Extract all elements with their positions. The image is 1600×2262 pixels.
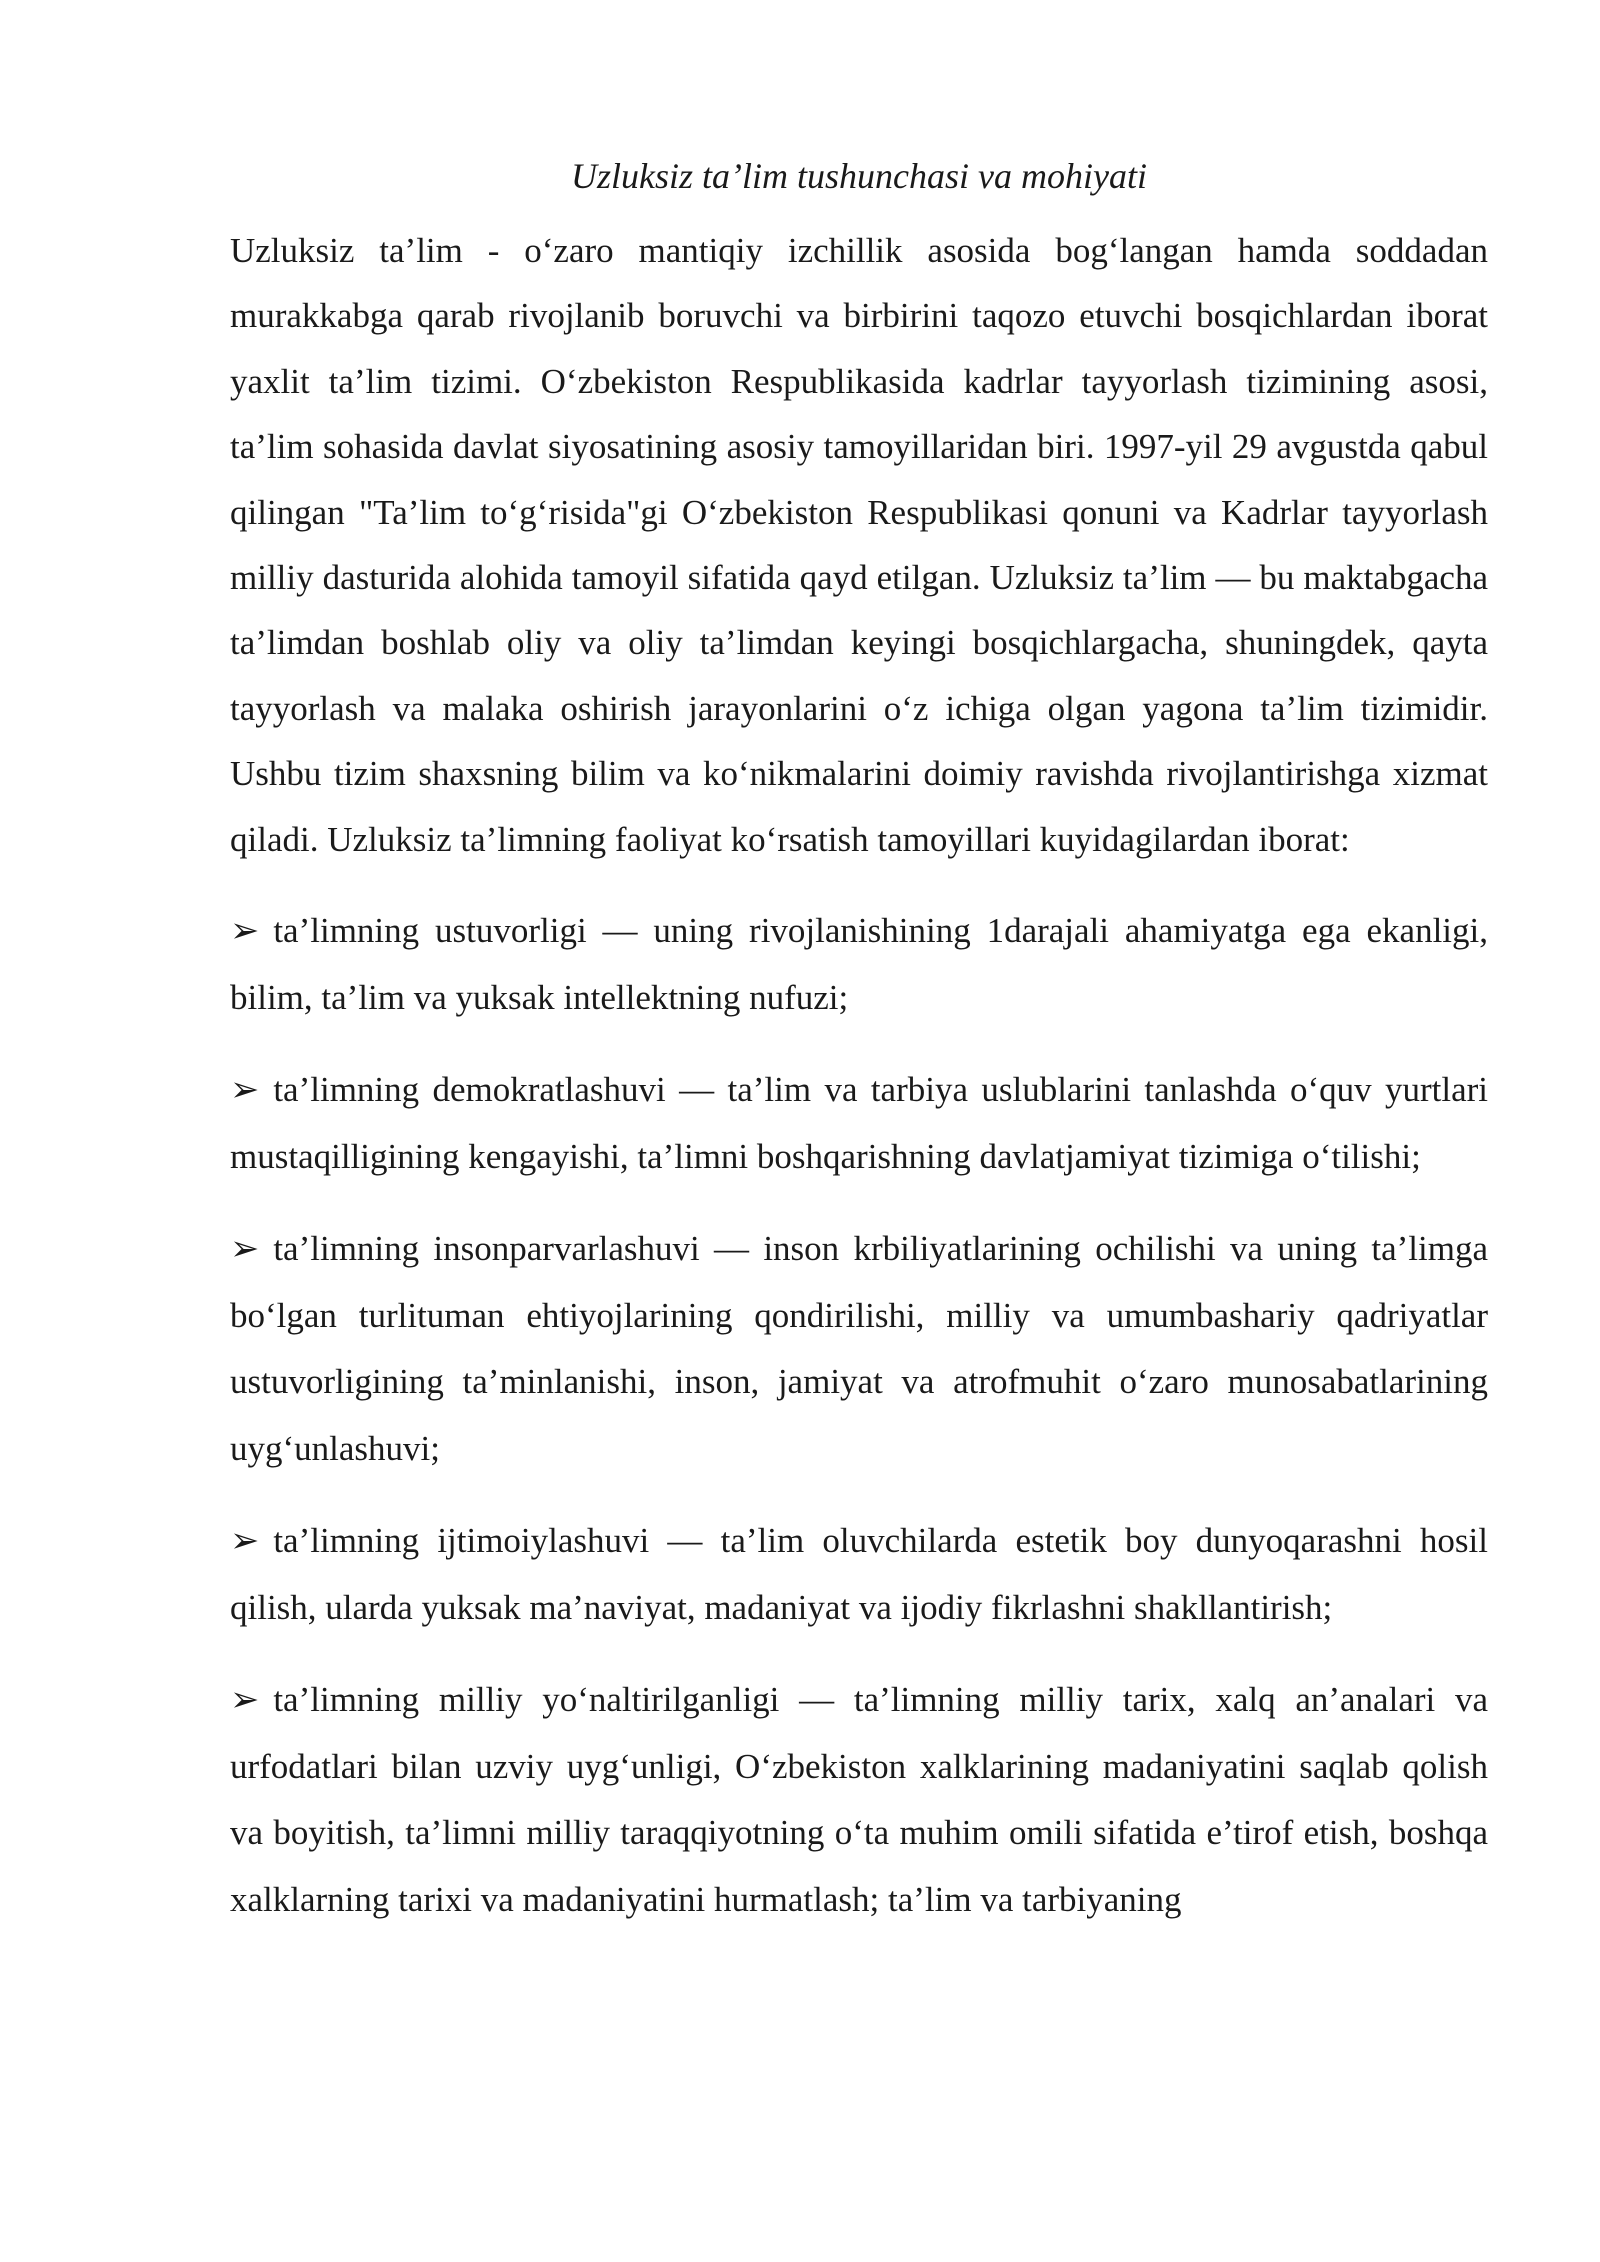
list-item	[230, 1667, 1488, 1933]
arrowhead-bullet-icon: ➢	[230, 911, 260, 951]
arrowhead-bullet-icon: ➢	[230, 1680, 260, 1720]
list-item	[230, 1216, 1488, 1482]
arrowhead-bullet-icon: ➢	[230, 1521, 260, 1561]
intro-paragraph: Uzluksiz ta’lim - o‘zaro mantiqiy izchillik asosida bog‘langan hamda soddadan murakkabga qarab rivojlanib boruvchi va birbirini taqozo etuvchi bosqichlardan iborat yaxlit ta’lim tizimi. O‘zbekiston Respublikasida kadrlar tayyorlash tizimining asosi, ta’lim sohasida davlat siyosatining asosiy tamoyillaridan biri. 1997-yil 29 avgustda qabul qilingan "Ta’lim to‘g‘risida"gi O‘zbekiston Respublikasi qonuni va Kadrlar tayyorlash milliy dasturida alohida tamoyil sifatida qayd etilgan. Uzluksiz ta’lim — bu maktabgacha ta’limdan boshlab oliy va oliy ta’limdan keyingi bosqichlargacha, shuningdek, qayta tayyorlash va malaka oshirish jarayonlarini o‘z ichiga olgan yagona ta’lim tizimidir. Ushbu tizim shaxsning bilim va ko‘nikmalarini doimiy ravishda rivojlantirishga xizmat qiladi. Uzluksiz ta’limning faoliyat ko‘rsatish tamoyillari kuyidagilardan iborat:	[230, 231, 1488, 859]
list-item-text: ta’limning demokratlashuvi — ta’lim va tarbiya uslublarini tanlashda o‘quv yurtlari mustaqilligining kengayishi, ta’limni boshqarishning davlatjamiyat tizimiga o‘tilishi;	[230, 1070, 1488, 1176]
arrowhead-bullet-icon: ➢	[230, 1070, 260, 1110]
list-item-text: ta’limning insonparvarlashuvi — inson krbiliyatlarining ochilishi va uning ta’limga bo‘lgan turlituman ehtiyojlarining qondirilishi, milliy va umumbashariy qadriyatlar ustuvorligining ta’minlanishi, inson, jamiyat va atrofmuhit o‘zaro munosabatlarining uyg‘unlashuvi;	[230, 1229, 1488, 1468]
document-title: Uzluksiz ta’lim tushunchasi va mohiyati	[571, 156, 1147, 196]
list-item	[230, 898, 1488, 1031]
list-item-text: ta’limning ijtimoiylashuvi — ta’lim oluvchilarda estetik boy dunyoqarashni hosil qilish, ularda yuksak ma’naviyat, madaniyat va ijodiy fikrlashni shakllantirish;	[230, 1521, 1488, 1627]
list-item	[230, 1057, 1488, 1190]
list-item-text: ta’limning milliy yo‘naltirilganligi — ta’limning milliy tarix, xalq an’analari va urfodatlari bilan uzviy uyg‘unligi, O‘zbekiston xalklarining madaniyatini saqlab qolish va boyitish, ta’limni milliy taraqqiyotning o‘ta muhim omili sifatida e’tirof etish, boshqa xalklarning tarixi va madaniyatini hurmatlash; ta’lim va tarbiyaning	[230, 1680, 1488, 1919]
arrowhead-bullet-icon: ➢	[230, 1229, 260, 1269]
list-item	[230, 1508, 1488, 1641]
principles-list	[230, 898, 1488, 1933]
list-item-text: ta’limning ustuvorligi — uning rivojlanishining 1darajali ahamiyatga ega ekanligi, bilim, ta’lim va yuksak intellektning nufuzi;	[230, 911, 1488, 1017]
document-body	[230, 148, 1488, 1959]
